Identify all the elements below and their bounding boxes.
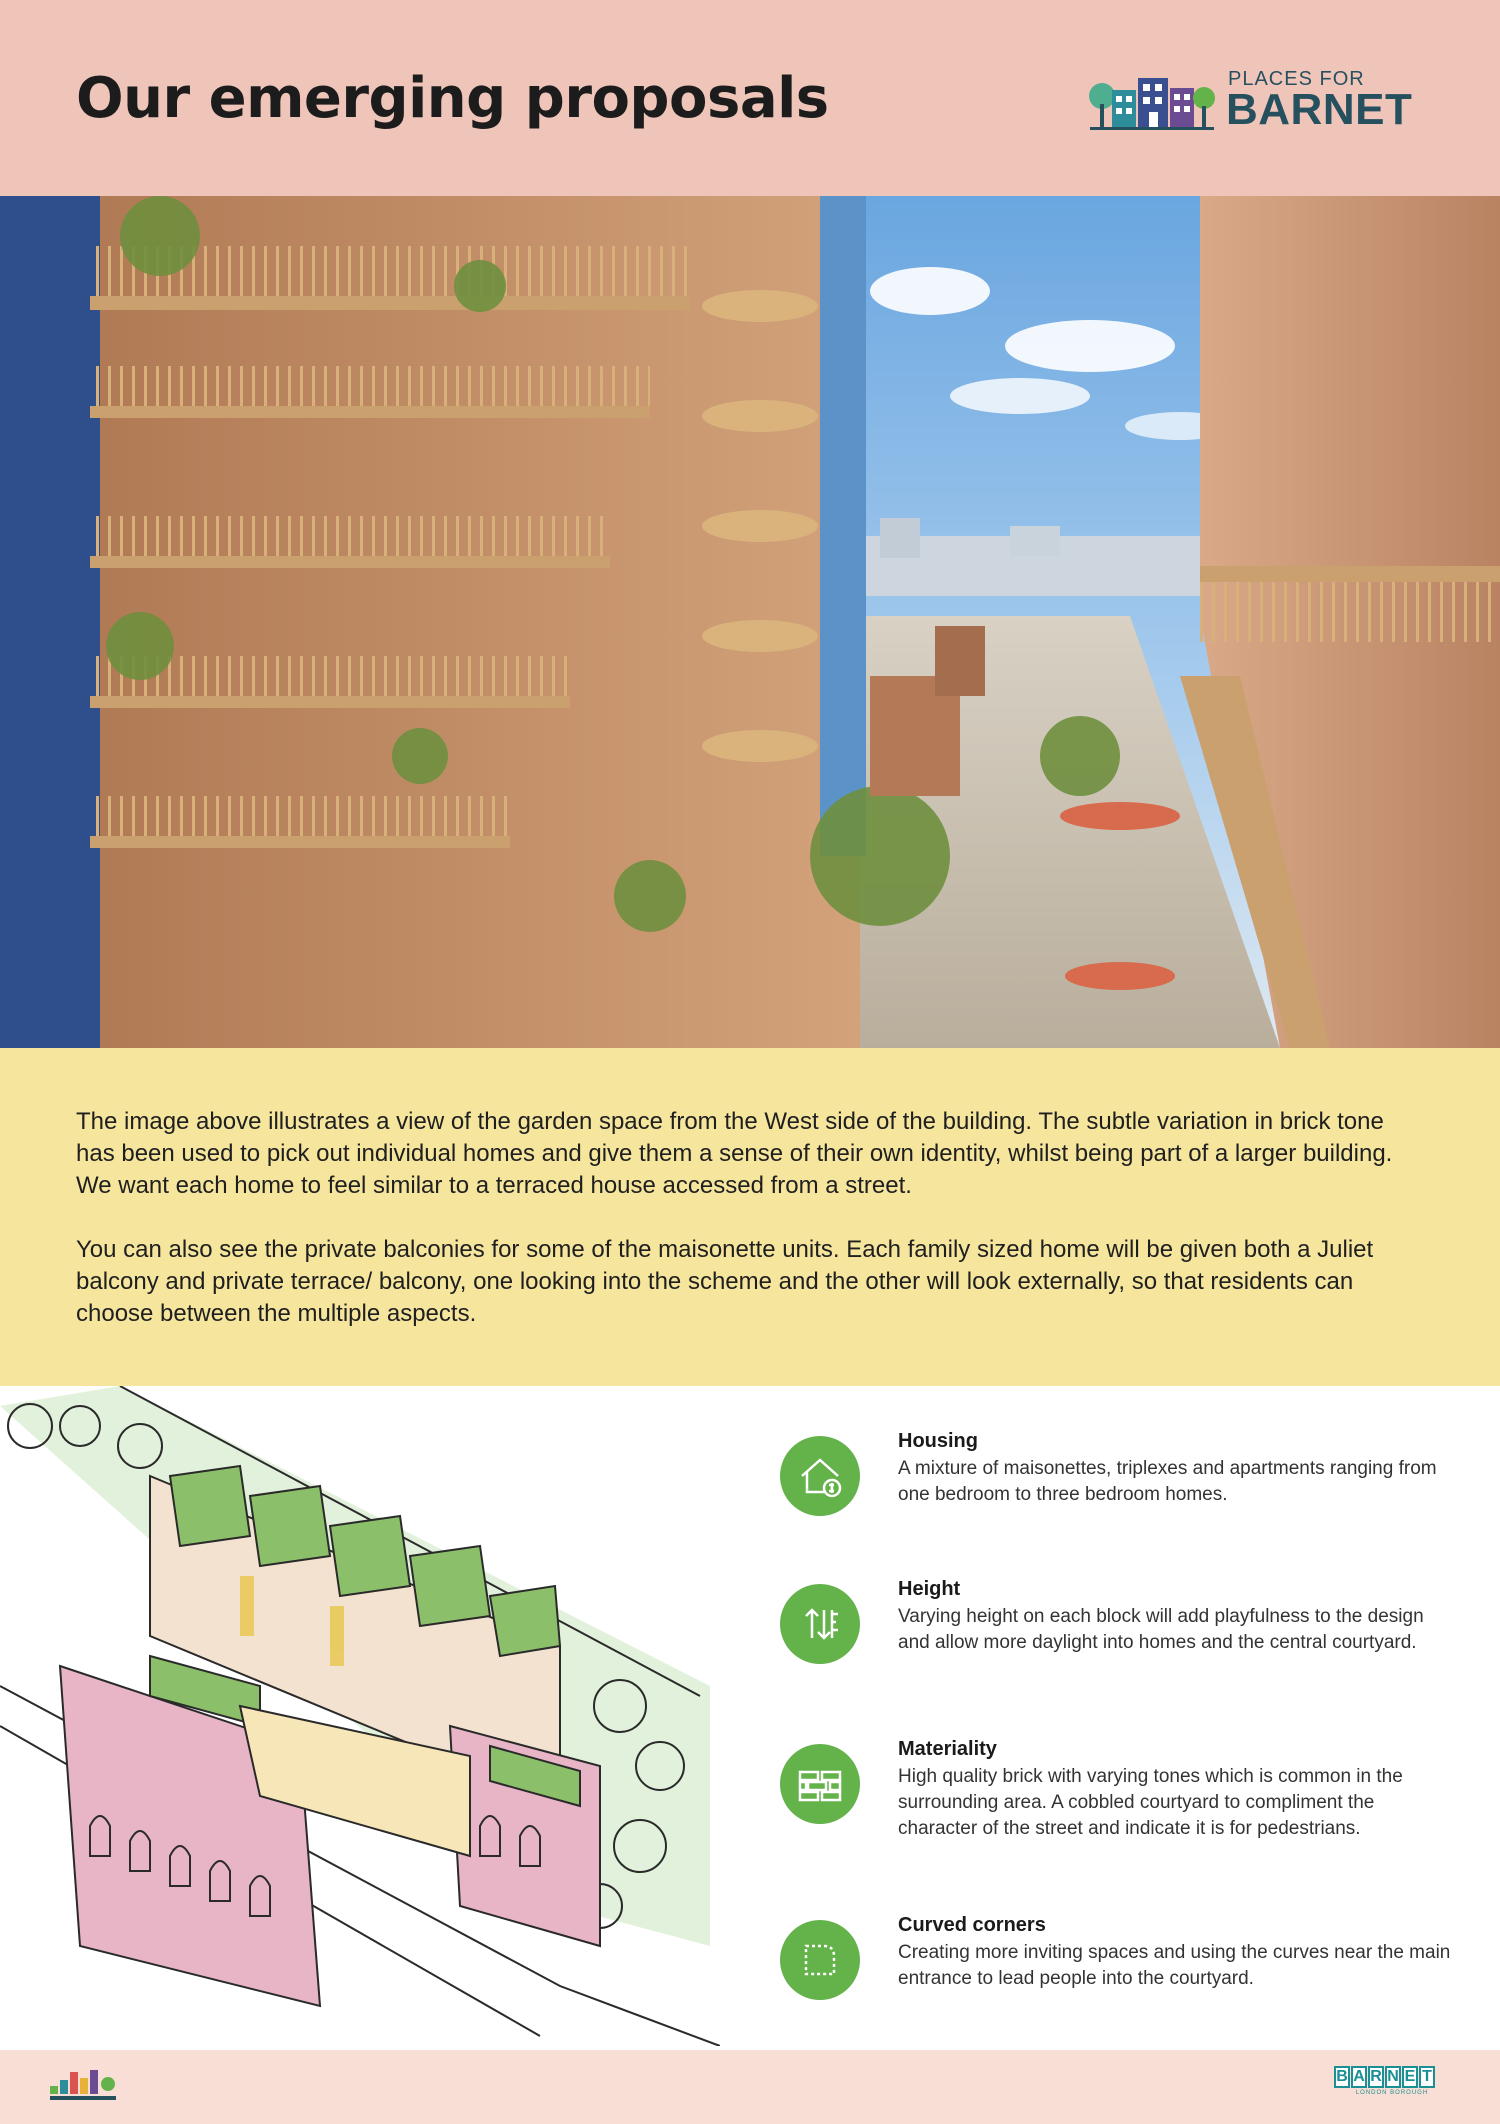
curved-corner-icon — [780, 1920, 860, 2000]
places-for-barnet-small-logo-icon — [50, 2068, 116, 2102]
council-name: B A R N E T — [1334, 2066, 1450, 2088]
feature-body: High quality brick with varying tones which is common in the surrounding area. A cobbled courtyard to compliment the character of the street and indicate it is for pedestrians. — [898, 1766, 1403, 1839]
feature-title: Housing — [898, 1430, 978, 1452]
description-band — [0, 1048, 1500, 1386]
footer — [0, 2050, 1500, 2124]
page-title: Our emerging proposals — [76, 66, 829, 131]
feature-title: Curved corners — [898, 1914, 1046, 1936]
council-subtitle: LONDON BOROUGH — [1355, 2090, 1429, 2096]
axonometric-sketch-image — [0, 1386, 720, 2046]
brand-main-text: BARNET — [1226, 85, 1413, 134]
feature-title: Height — [898, 1578, 961, 1600]
feature-body: Creating more inviting spaces and using the curves near the main entrance to lead people into the courtyard. — [898, 1942, 1451, 1989]
description-paragraph-1: The image above illustrates a view of the garden space from the West side of the building. The subtle variation in brick tone has been used to pick out individual homes and give them a sense of their own identity, whilst being part of a larger building. We want each home to feel similar to a terraced house accessed from a street. — [76, 1108, 1393, 1199]
buildings-logo-icon — [1086, 70, 1218, 132]
brand-top-text: PLACES FOR — [1228, 68, 1365, 90]
height-icon — [780, 1584, 860, 1664]
brick-icon — [780, 1744, 860, 1824]
courtyard-rendering-image — [0, 196, 1500, 1048]
feature-body: A mixture of maisonettes, triplexes and apartments ranging from one bedroom to three bedroom homes. — [898, 1458, 1437, 1505]
barnet-council-logo — [1334, 2066, 1450, 2096]
house-icon — [780, 1436, 860, 1516]
feature-title: Materiality — [898, 1738, 997, 1760]
description-paragraph-2: You can also see the private balconies for some of the maisonette units. Each family sized home will be given both a Juliet balcony and private terrace/ balcony, one looking into the scheme and the other will look externally, so that residents can choose between the multiple aspects. — [76, 1236, 1374, 1327]
places-for-barnet-logo — [1086, 66, 1426, 136]
header — [0, 0, 1500, 196]
feature-body: Varying height on each block will add playfulness to the design and allow more daylight into homes and the central courtyard. — [898, 1606, 1424, 1653]
